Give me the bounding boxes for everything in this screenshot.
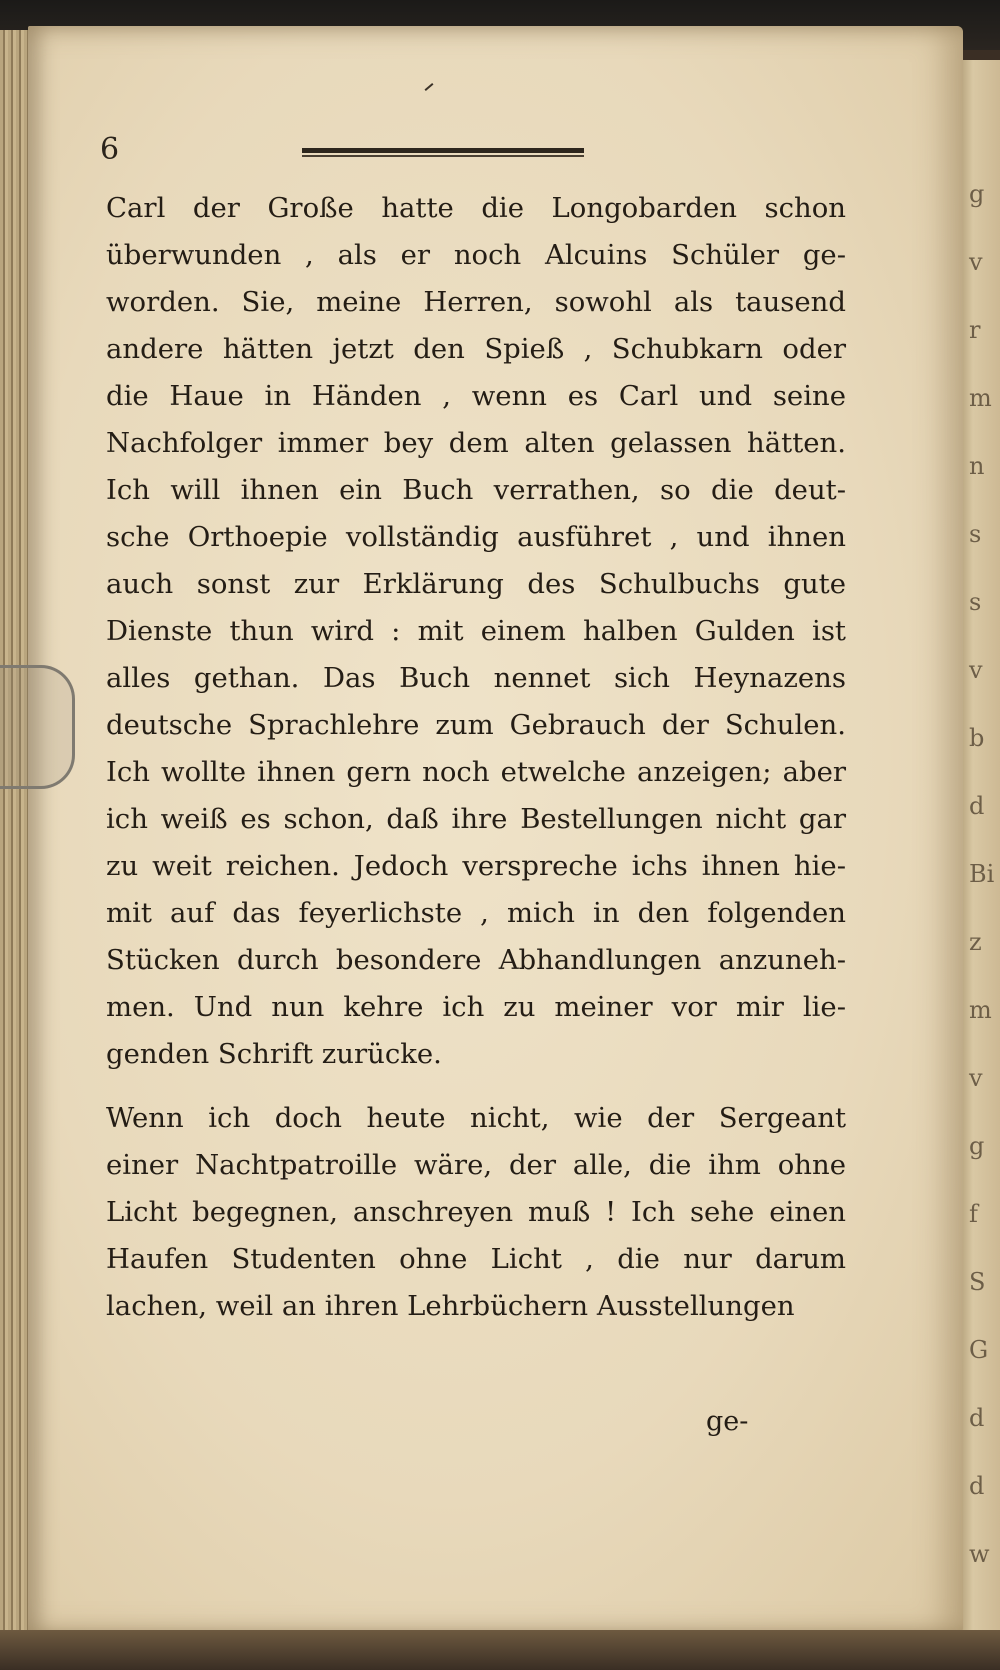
next-page-glyph: d (969, 792, 985, 820)
page-number: 6 (100, 132, 120, 167)
text-line: andere hätten jetzt den Spieß , Schubkarn oder (106, 333, 846, 365)
bookmark-clip (0, 665, 75, 789)
bottom-edge (0, 1630, 1000, 1670)
next-page-glyph: n (969, 452, 985, 480)
text-line: Haufen Studenten ohne Licht , die nur darum (106, 1243, 846, 1275)
next-page-glyph: g (969, 1132, 985, 1160)
next-page-glyph: z (969, 928, 982, 956)
next-page-glyph: f (969, 1200, 978, 1228)
text-line: die Haue in Händen , wenn es Carl und seine (106, 380, 846, 412)
paragraph-2 (106, 1095, 846, 1330)
text-line: überwunden , als er noch Alcuins Schüler ge- (106, 239, 846, 271)
next-page-glyph: v (969, 1064, 983, 1092)
text-line: mit auf das feyerlichste , mich in den folgenden (106, 897, 846, 929)
next-page-glyph: w (969, 1540, 990, 1568)
text-line: lachen, weil an ihren Lehrbüchern Ausstellungen (106, 1290, 795, 1322)
next-page-glyph: s (969, 520, 982, 548)
text-line: Ich wollte ihnen gern noch etwelche anzeigen; aber (106, 756, 846, 788)
text-line: sche Orthoepie vollständig ausführet , und ihnen (106, 521, 846, 553)
next-page-glyph: d (969, 1472, 985, 1500)
next-page-glyph: b (969, 724, 985, 752)
text-line: worden. Sie, meine Herren, sowohl als tausend (106, 286, 846, 318)
text-line: deutsche Sprachlehre zum Gebrauch der Schulen. (106, 709, 846, 741)
text-line: alles gethan. Das Buch nennet sich Heynazens (106, 662, 846, 694)
next-page-glyph: Bi (969, 860, 995, 888)
next-page-glyph: G (969, 1336, 989, 1364)
text-line: Licht begegnen, anschreyen muß ! Ich sehe einen (106, 1196, 846, 1228)
next-page-glyph: m (969, 996, 992, 1024)
text-line: Wenn ich doch heute nicht, wie der Sergeant (106, 1102, 846, 1134)
header-rule (302, 148, 584, 158)
text-line: ich weiß es schon, daß ihre Bestellungen nicht gar (106, 803, 846, 835)
text-line: men. Und nun kehre ich zu meiner vor mir lie- (106, 991, 846, 1023)
text-line: Carl der Große hatte die Longobarden schon (106, 192, 846, 224)
next-page-glyph: g (969, 180, 985, 208)
next-page-glyph: S (969, 1268, 986, 1296)
text-line: einer Nachtpatroille wäre, der alle, die ihm ohne (106, 1149, 846, 1181)
catchword: ge- (706, 1406, 749, 1437)
next-page-glyph: d (969, 1404, 985, 1432)
text-line: Dienste thun wird : mit einem halben Gulden ist (106, 615, 846, 647)
text-line: Nachfolger immer bey dem alten gelassen hätten. (106, 427, 846, 459)
next-page-glyph: m (969, 384, 992, 412)
next-page-glyph: r (969, 316, 981, 344)
text-line: auch sonst zur Erklärung des Schulbuchs gute (106, 568, 846, 600)
text-line: genden Schrift zurücke. (106, 1038, 442, 1070)
paragraph-1 (106, 185, 846, 1078)
next-page-glyph: v (969, 656, 983, 684)
next-page-glyph: v (969, 248, 983, 276)
text-line: Stücken durch besondere Abhandlungen anzuneh- (106, 944, 846, 976)
text-line: zu weit reichen. Jedoch verspreche ichs ihnen hie- (106, 850, 846, 882)
next-page-glyph: s (969, 588, 982, 616)
text-line: Ich will ihnen ein Buch verrathen, so die deut- (106, 474, 846, 506)
